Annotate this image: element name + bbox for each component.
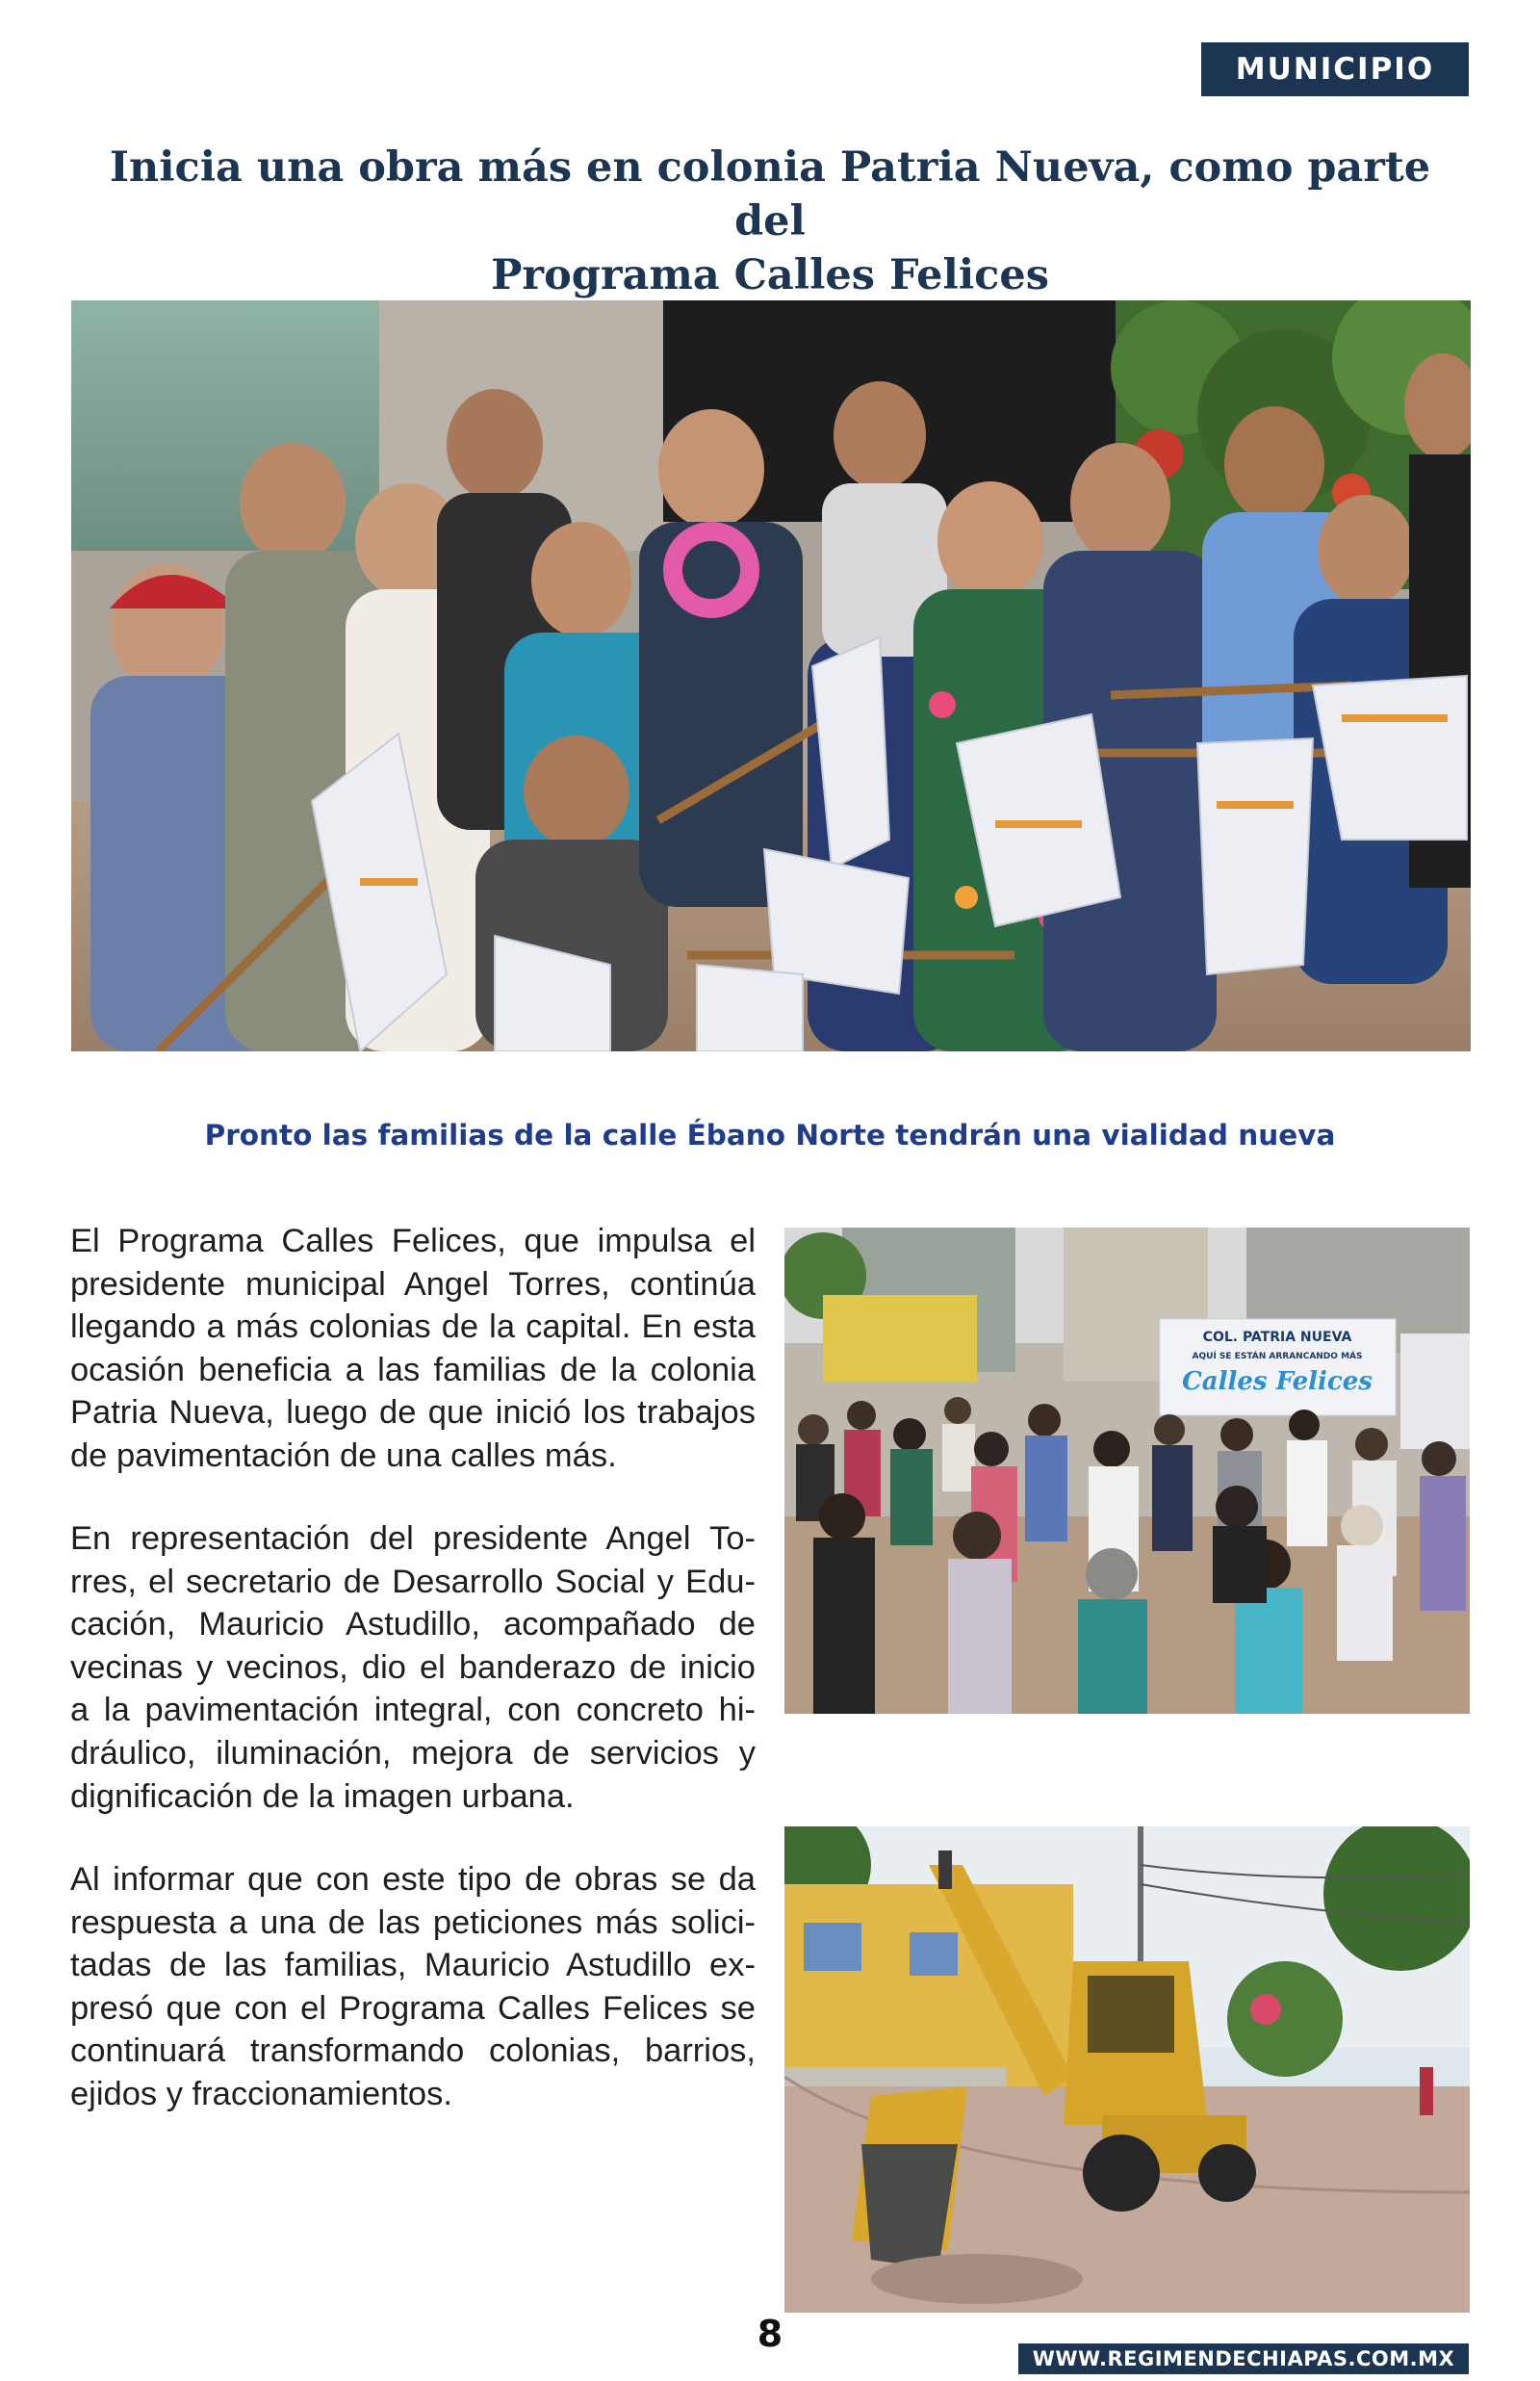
- photo-banner-line2: AQUÍ SE ESTÁN ARRANCANDO MÁS: [1192, 1352, 1363, 1361]
- paragraph-line: presó que con el Programa Calles Felices se: [70, 1989, 756, 2027]
- article-headline: [77, 141, 1463, 302]
- paragraph-line: Patria Nueva, luego de que inició los trabajos: [70, 1394, 756, 1432]
- paragraph-line: a la pavimentación integral, con concreto hi-: [70, 1692, 756, 1729]
- paragraph-line: rres, el secretario de Desarrollo Social y Edu-: [70, 1563, 756, 1600]
- article-paragraph: [70, 1220, 756, 1478]
- paragraph-line: presidente municipal Angel Torres, continúa: [70, 1265, 756, 1303]
- crowd-photo: [784, 1228, 1470, 1714]
- paragraph-line: tadas de las familias, Mauricio Astudillo ex-: [70, 1947, 756, 1984]
- paragraph-line: El Programa Calles Felices, que impulsa el: [70, 1223, 756, 1259]
- headline-line: Inicia una obra más en colonia Patria Nueva, como parte del: [109, 143, 1431, 246]
- paragraph-line: ocasión beneficia a las familias de la colonia: [70, 1351, 756, 1388]
- paragraph-line: dignificación de la imagen urbana.: [70, 1777, 575, 1815]
- paragraph-line: dráulico, iluminación, mejora de servicios y: [70, 1734, 756, 1772]
- paragraph-line: continuará transformando colonias, barrios,: [70, 2032, 756, 2070]
- paragraph-line: Al informar que con este tipo de obras se da: [70, 1861, 756, 1898]
- photo-banner-line1: COL. PATRIA NUEVA: [1202, 1330, 1352, 1345]
- article-paragraph: [70, 1517, 756, 1818]
- hero-photo-group-with-flags: [71, 300, 1471, 1051]
- paragraph-line: respuesta a una de las peticiones más solici-: [70, 1903, 756, 1941]
- article-paragraph: [70, 1858, 756, 2116]
- website-url: WWW.REGIMENDECHIAPAS.COM.MX: [1032, 2347, 1455, 2370]
- photo-banner-line3: Calles Felices: [1182, 1367, 1373, 1396]
- paragraph-line: llegando a más colonias de la capital. En esta: [70, 1308, 756, 1346]
- page-number: 8: [757, 2313, 783, 2355]
- section-label: MUNICIPIO: [1235, 52, 1435, 87]
- paragraph-line: ejidos y fraccionamientos.: [70, 2075, 452, 2112]
- excavator-photo: [784, 1826, 1470, 2313]
- headline-line: Programa Calles Felices: [491, 251, 1049, 299]
- section-tag: [1201, 42, 1469, 96]
- paragraph-line: de pavimentación de una calles más.: [70, 1436, 617, 1474]
- paragraph-line: En representación del presidente Angel To-: [70, 1520, 756, 1557]
- article-subheadline: Pronto las familias de la calle Ébano Norte tendrán una vialidad nueva: [204, 1119, 1336, 1152]
- paragraph-line: vecinas y vecinos, dio el banderazo de inicio: [70, 1648, 756, 1686]
- footer-website-bar: [1018, 2343, 1469, 2374]
- paragraph-line: cación, Mauricio Astudillo, acompañado de: [70, 1606, 756, 1643]
